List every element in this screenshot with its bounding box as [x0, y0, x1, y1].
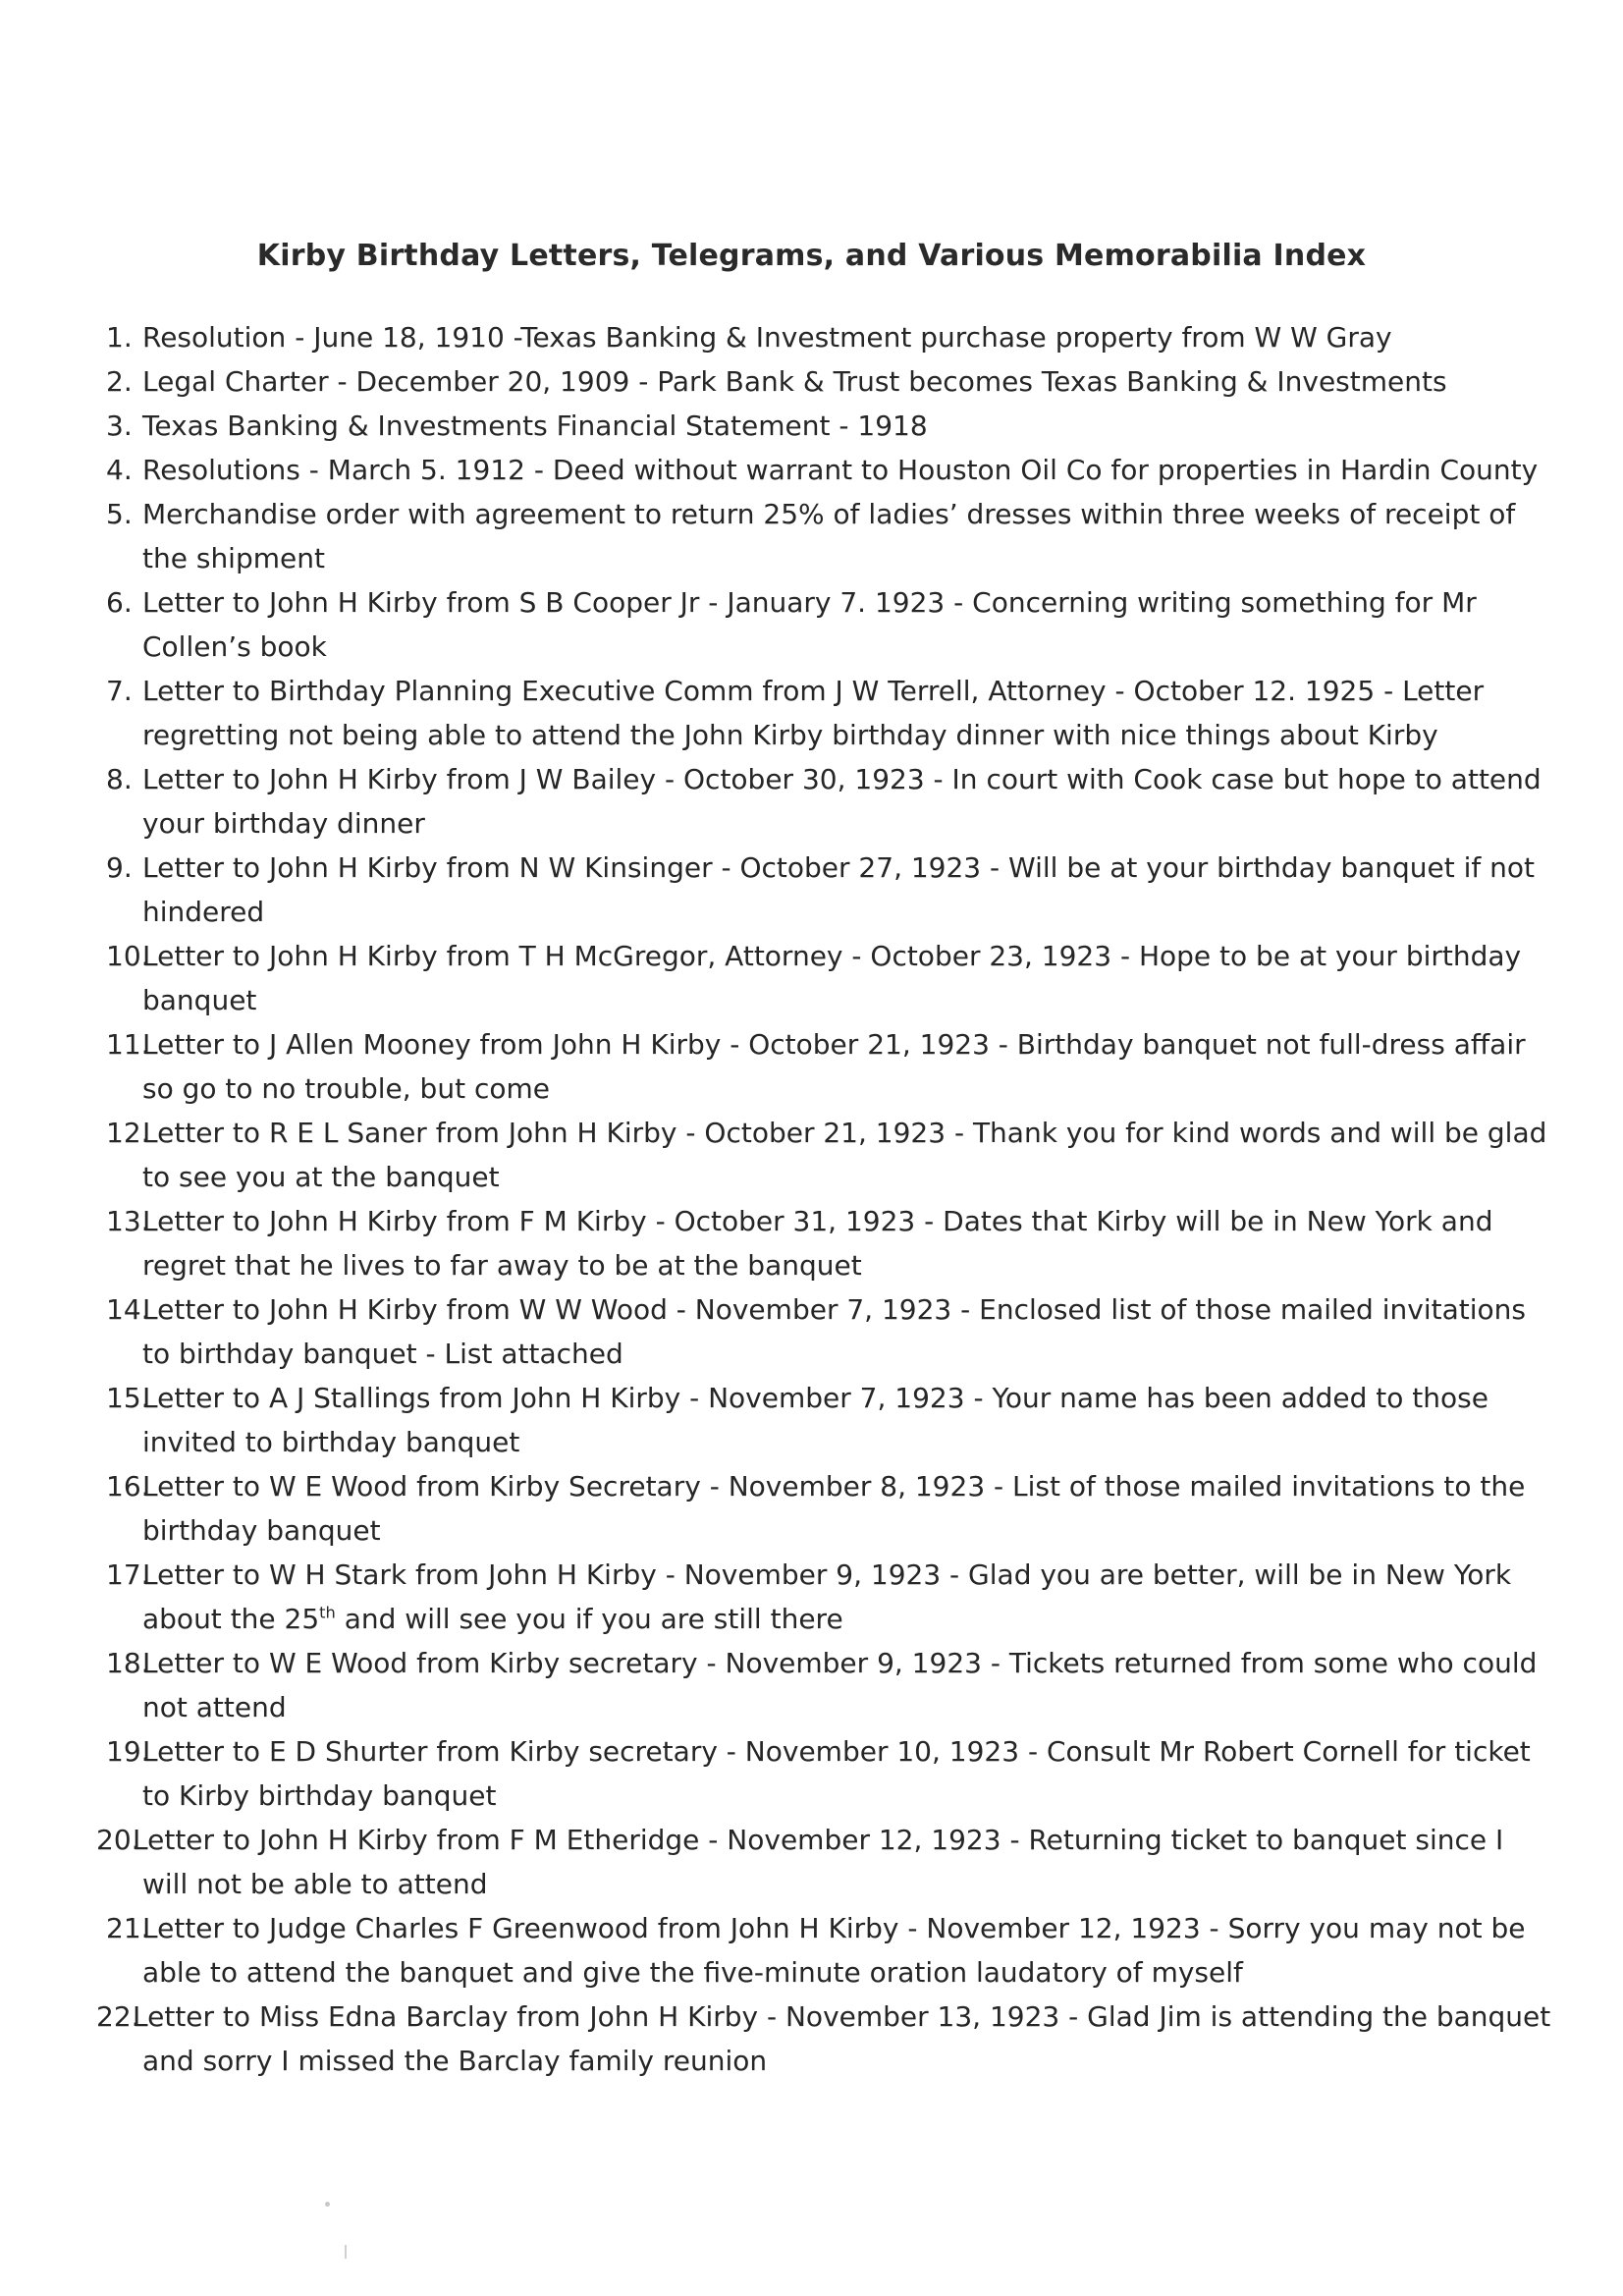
- item-text: Letter to Birthday Planning Executive Comm from J W Terrell, Attorney - October 12. 1925 - Letter regretting not being able to attend the John Kirby birthday dinner with nice things about Kirby: [142, 675, 1485, 751]
- item-number: 13.: [106, 1205, 150, 1237]
- index-list: [0, 315, 1623, 2083]
- item-text: Letter to John H Kirby from F M Kirby - October 31, 1923 - Dates that Kirby will be in New York and regret that he lives to far away to be at the banquet: [142, 1205, 1493, 1282]
- item-number: 3.: [106, 410, 133, 442]
- item-text: Letter to W E Wood from Kirby Secretary - November 8, 1923 - List of those mailed invitations to the birthday banquet: [142, 1470, 1526, 1547]
- item-number: 12.: [106, 1117, 150, 1149]
- list-item: [106, 1464, 1554, 1553]
- item-number: 19.: [106, 1735, 150, 1768]
- list-item: [106, 1376, 1554, 1464]
- document-title: Kirby Birthday Letters, Telegrams, and Various Memorabilia Index: [256, 239, 1367, 273]
- list-item: [96, 1995, 1554, 2083]
- item-text: Merchandise order with agreement to return 25% of ladies’ dresses within three weeks of receipt of the shipment: [142, 498, 1516, 574]
- item-text: Letter to A J Stallings from John H Kirby - November 7, 1923 - Your name has been added to those invited to birthday banquet: [142, 1382, 1488, 1458]
- ordinal-suffix: th: [319, 1603, 336, 1622]
- item-text: Letter to John H Kirby from N W Kinsinger - October 27, 1923 - Will be at your birthday banquet if not hindered: [142, 851, 1536, 928]
- item-text: Letter to John H Kirby from F M Etheridge - November 12, 1923 - Returning ticket to banquet since I will not be able to attend: [133, 1824, 1504, 1900]
- item-text: Letter to Miss Edna Barclay from John H Kirby - November 13, 1923 - Glad Jim is attending the banquet and sorry I missed the Barclay family reunion: [133, 2000, 1551, 2077]
- item-text-segment: Letter to W H Stark from John H Kirby - November 9, 1923 - Glad you are better, will be in New York about the 25: [142, 1558, 1512, 1635]
- item-number: 21.: [106, 1912, 150, 1944]
- list-item: [106, 757, 1554, 846]
- item-text: Letter to John H Kirby from T H McGregor, Attorney - October 23, 1923 - Hope to be at your birthday banquet: [142, 940, 1522, 1016]
- item-number: 11.: [106, 1028, 150, 1061]
- item-number: 5.: [106, 498, 133, 530]
- list-item: [106, 934, 1554, 1022]
- list-item: [106, 846, 1554, 934]
- list-item: [106, 492, 1554, 580]
- item-number: 9.: [106, 851, 133, 884]
- item-number: 4.: [106, 454, 133, 486]
- list-item: [106, 359, 1554, 404]
- item-number: 20.: [96, 1824, 140, 1856]
- item-text: Letter to J Allen Mooney from John H Kirby - October 21, 1923 - Birthday banquet not full-dress affair so go to no trouble, but come: [142, 1028, 1526, 1105]
- item-number: 2.: [106, 365, 133, 398]
- item-number: 10.: [106, 940, 150, 972]
- item-text-segment: and will see you if you are still there: [335, 1603, 843, 1635]
- list-item: [106, 1553, 1554, 1641]
- item-text: Resolutions - March 5. 1912 - Deed without warrant to Houston Oil Co for properties in Hardin County: [142, 454, 1539, 486]
- list-item: [106, 1906, 1554, 1995]
- list-item: [106, 404, 1554, 448]
- list-item: [106, 1641, 1554, 1729]
- item-number: 18.: [106, 1647, 150, 1679]
- item-text: Resolution - June 18, 1910 -Texas Banking & Investment purchase property from W W Gray: [142, 321, 1392, 354]
- item-text: Letter to John H Kirby from W W Wood - November 7, 1923 - Enclosed list of those mailed invitations to birthday banquet - List attached: [142, 1293, 1526, 1370]
- item-text: Letter to R E L Saner from John H Kirby - October 21, 1923 - Thank you for kind words and will be glad to see you at the banquet: [142, 1117, 1547, 1193]
- list-item: [106, 1111, 1554, 1199]
- list-item: [106, 580, 1554, 669]
- item-number: 17.: [106, 1558, 150, 1591]
- list-item: [106, 669, 1554, 757]
- item-text: [142, 1558, 1511, 1635]
- item-text: Letter to John H Kirby from S B Cooper Jr - January 7. 1923 - Concerning writing something for Mr Collen’s book: [142, 586, 1477, 663]
- list-item: [106, 315, 1554, 359]
- list-item: [106, 1729, 1554, 1818]
- list-item: [106, 448, 1554, 492]
- item-number: 15.: [106, 1382, 150, 1414]
- item-number: 14.: [106, 1293, 150, 1326]
- item-text: Letter to John H Kirby from J W Bailey - October 30, 1923 - In court with Cook case but hope to attend your birthday dinner: [142, 763, 1542, 840]
- item-number: 8.: [106, 763, 133, 795]
- item-text: Letter to Judge Charles F Greenwood from John H Kirby - November 12, 1923 - Sorry you may not be able to attend the banquet and give the five-minute oration laudatory of myself: [142, 1912, 1526, 1989]
- scan-speck: [325, 2202, 330, 2207]
- item-number: 22.: [96, 2000, 140, 2033]
- item-text: Texas Banking & Investments Financial Statement - 1918: [142, 410, 928, 442]
- list-item: [106, 1022, 1554, 1111]
- item-number: 1.: [106, 321, 133, 354]
- item-number: 16.: [106, 1470, 150, 1503]
- list-item: [106, 1199, 1554, 1287]
- item-number: 7.: [106, 675, 133, 707]
- scan-speck: [345, 2245, 347, 2259]
- list-item: [96, 1818, 1554, 1906]
- item-text: Letter to E D Shurter from Kirby secretary - November 10, 1923 - Consult Mr Robert Cornell for ticket to Kirby birthday banquet: [142, 1735, 1531, 1812]
- item-number: 6.: [106, 586, 133, 619]
- item-text: Legal Charter - December 20, 1909 - Park Bank & Trust becomes Texas Banking & Investments: [142, 365, 1447, 398]
- list-item: [106, 1287, 1554, 1376]
- item-text: Letter to W E Wood from Kirby secretary - November 9, 1923 - Tickets returned from some who could not attend: [142, 1647, 1538, 1723]
